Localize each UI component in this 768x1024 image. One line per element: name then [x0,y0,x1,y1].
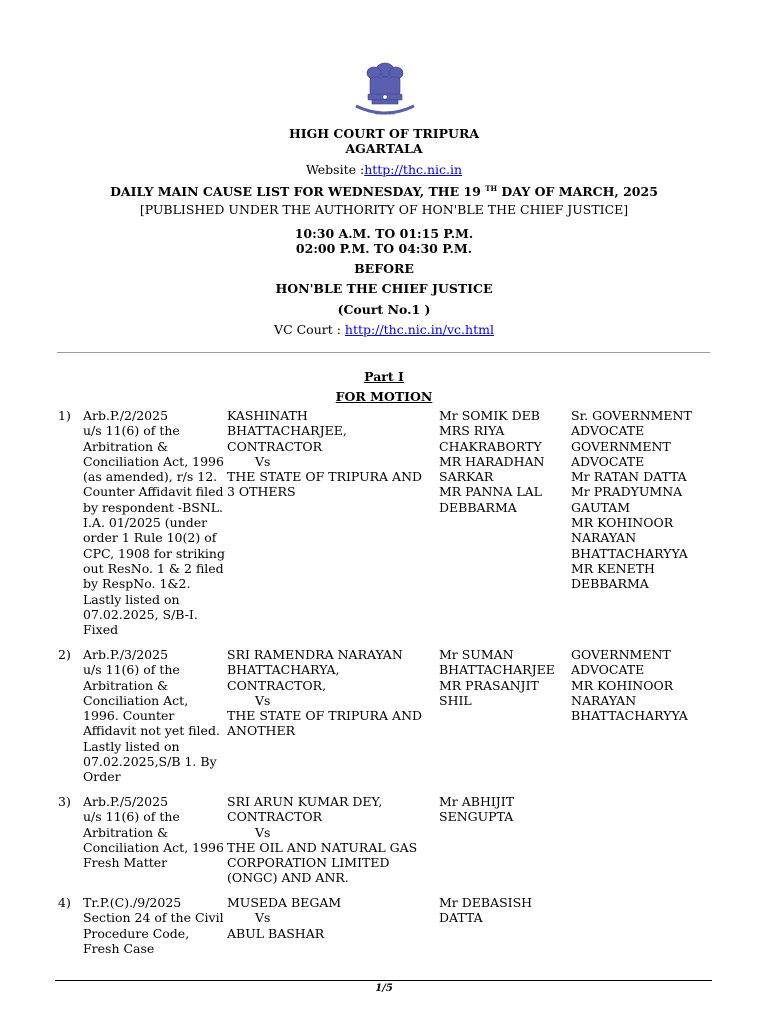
respondent-advocate-line: GOVERNMENT [571,647,671,662]
petitioner-advocate-line: SENGUPTA [439,809,514,825]
petitioner-advocate-line: SHIL [439,692,472,708]
petitioner-advocates [439,794,567,825]
respondent-line: CORPORATION LIMITED [227,855,390,871]
case-details [83,647,225,785]
respondent-line: ANOTHER [227,723,295,739]
case-detail-line: Lastly listed on [83,591,180,607]
respondent-advocate-line: MR KOHINOOR [571,515,674,531]
case-detail-line: 07.02.2025,S/B 1. By [83,754,217,770]
case-detail-line: Tr.P.(C)./9/2025 [83,895,182,910]
case-parties [227,408,432,500]
petitioner-line: CONTRACTOR [227,438,323,454]
court-number: (Court No.1 ) [337,302,431,317]
page-number: 1/5 [375,983,393,994]
respondent-advocate-line: ADVOCATE [571,662,645,678]
cause-list-title [0,181,768,199]
header-divider [57,352,710,353]
case-detail-line: Fresh Matter [83,855,168,871]
title-sup: TH [485,184,498,193]
case-detail-line: out ResNo. 1 & 2 filed [83,560,224,576]
respondent-line: THE OIL AND NATURAL GAS [227,839,418,855]
petitioner-advocates [439,895,567,926]
bench-name: HON'BLE THE CHIEF JUSTICE [275,281,493,296]
website-label: Website : [305,162,365,177]
state-emblem-icon [350,60,420,122]
petitioner-advocate-line: BHATTACHARJEE [439,662,555,678]
respondent-advocate-line: BHATTACHARYYA [571,545,688,561]
case-detail-line: Arb.P./2/2025 [83,408,169,423]
respondent-advocate-line: NARAYAN [571,530,637,546]
svg-text:~~~~~: ~~~~~ [374,112,396,118]
respondent-line: THE STATE OF TRIPURA AND [227,708,423,724]
petitioner-advocate-line: SARKAR [439,469,494,485]
case-detail-line: Conciliation Act, 1996 [83,453,224,469]
case-detail-line: Arbitration & [83,677,169,693]
case-serial: 3) [58,794,71,809]
case-parties [227,895,432,941]
petitioner-line: MUSEDA BEGAM [227,895,342,910]
petitioner-line: KASHINATH [227,408,308,423]
petitioner-advocate-line: Mr DEBASISH [439,895,533,910]
case-detail-line: Fresh Case [83,940,155,956]
versus-label: Vs [255,453,271,469]
respondent-advocates [571,408,711,592]
case-detail-line: Counter Affidavit filed [83,484,224,500]
case-details [83,895,225,956]
petitioner-line: BHATTACHARJEE, [227,423,347,439]
case-parties [227,794,432,886]
case-detail-line: u/s 11(6) of the [83,662,180,678]
petitioner-advocate-line: MR HARADHAN [439,453,545,469]
case-detail-line: u/s 11(6) of the [83,423,180,439]
title-pre: DAILY MAIN CAUSE LIST FOR WEDNESDAY, THE 19 [110,184,481,200]
respondent-advocate-line: ADVOCATE [571,423,645,439]
respondent-advocates [571,647,711,723]
versus-label: Vs [255,692,271,708]
case-detail-line: 1996. Counter [83,708,175,724]
respondent-advocate-line: Mr PRADYUMNA [571,484,683,500]
case-detail-line: Arb.P./5/2025 [83,794,169,809]
petitioner-advocates [439,408,567,515]
petitioner-advocate-line: CHAKRABORTY [439,438,542,454]
petitioner-line: CONTRACTOR [227,809,323,825]
case-detail-line: order 1 Rule 10(2) of [83,530,217,546]
petitioner-line: SRI RAMENDRA NARAYAN [227,647,403,662]
petitioner-advocate-line: MR PRASANJIT [439,677,539,693]
case-detail-line: 07.02.2025, S/B-I. [83,606,198,622]
case-detail-line: (as amended), r/s 12. [83,469,218,485]
case-detail-line: CPC, 1908 for striking [83,545,225,561]
petitioner-line: BHATTACHARYA, [227,662,340,678]
case-serial: 2) [58,647,71,662]
court-city: AGARTALA [345,141,423,156]
petitioner-advocate-line: Mr ABHIJIT [439,794,515,809]
case-detail-line: Affidavit not yet filed. [83,723,220,739]
respondent-advocate-line: DEBBARMA [571,576,649,592]
case-parties [227,647,432,739]
respondent-line: 3 OTHERS [227,484,296,500]
respondent-advocate-line: MR KOHINOOR [571,677,674,693]
before-label: BEFORE [354,261,414,276]
petitioner-advocate-line: MRS RIYA [439,423,505,439]
petitioner-line: SRI ARUN KUMAR DEY, [227,794,383,809]
respondent-advocate-line: NARAYAN [571,692,637,708]
time-slot-2: 02:00 P.M. TO 04:30 P.M. [295,241,473,256]
respondent-line: THE STATE OF TRIPURA AND [227,469,423,485]
case-detail-line: Conciliation Act, 1996 [83,839,224,855]
part-subtitle: FOR MOTION [335,389,433,404]
case-detail-line: by respondent -BSNL. [83,499,224,515]
time-slot-1: 10:30 A.M. TO 01:15 P.M. [294,226,474,241]
case-detail-line: Section 24 of the Civil [83,910,224,926]
versus-label: Vs [255,910,271,926]
case-serial: 4) [58,895,71,910]
court-name: HIGH COURT OF TRIPURA [288,126,480,141]
case-details [83,794,225,870]
petitioner-advocate-line: Mr SUMAN [439,647,514,662]
petitioner-advocate-line: DATTA [439,910,483,926]
website-line [0,162,768,177]
petitioner-line: CONTRACTOR, [227,677,327,693]
respondent-advocate-line: MR KENETH [571,560,655,576]
respondent-line: ABUL BASHAR [227,925,325,941]
respondent-line: (ONGC) AND ANR. [227,870,349,886]
title-post: DAY OF MARCH, 2025 [501,184,658,200]
vc-court-line [0,322,768,337]
case-detail-line: u/s 11(6) of the [83,809,180,825]
respondent-advocate-line: Mr RATAN DATTA [571,469,687,485]
case-detail-line: Fixed [83,622,119,638]
case-detail-line: Arbitration & [83,824,169,840]
case-detail-line: Arbitration & [83,438,169,454]
versus-label: Vs [255,824,271,840]
petitioner-advocate-line: DEBBARMA [439,499,517,515]
case-detail-line: Arb.P./3/2025 [83,647,169,662]
case-serial: 1) [58,408,71,423]
authority-note: [PUBLISHED UNDER THE AUTHORITY OF HON'BLE THE CHIEF JUSTICE] [139,202,629,217]
respondent-advocate-line: GOVERNMENT [571,438,671,454]
footer-divider [55,980,712,981]
case-detail-line: Lastly listed on [83,738,180,754]
case-detail-line: Conciliation Act, [83,692,189,708]
respondent-advocate-line: BHATTACHARYYA [571,708,688,724]
respondent-advocate-line: Sr. GOVERNMENT [571,408,692,423]
petitioner-advocate-line: Mr SOMIK DEB [439,408,540,423]
case-detail-line: I.A. 01/2025 (under [83,515,208,531]
vc-link[interactable]: http://thc.nic.in/vc.html [344,322,494,337]
petitioner-advocates [439,647,567,708]
part-title: Part I [364,369,404,384]
website-link[interactable]: http://thc.nic.in [364,162,463,177]
vc-label: VC Court : [274,322,341,337]
respondent-advocate-line: GAUTAM [571,499,631,515]
case-detail-line: Order [83,769,121,785]
case-detail-line: Procedure Code, [83,925,190,941]
case-details [83,408,225,637]
petitioner-advocate-line: MR PANNA LAL [439,484,542,500]
respondent-advocate-line: ADVOCATE [571,453,645,469]
case-detail-line: by RespNo. 1&2. [83,576,191,592]
